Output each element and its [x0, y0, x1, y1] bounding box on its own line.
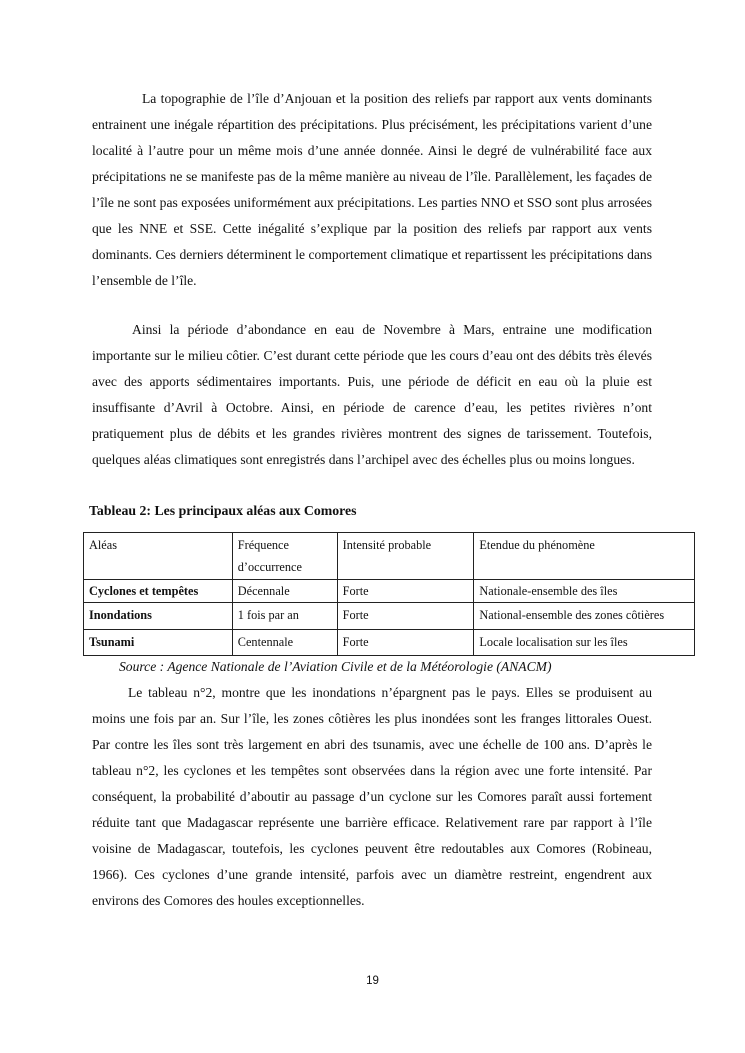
cell-frequence: 1 fois par an	[232, 603, 337, 630]
cell-intensite: Forte	[337, 630, 474, 656]
table-caption-title: Les principaux aléas aux Comores	[154, 503, 357, 518]
header-cell-aleas: Aléas	[84, 533, 233, 580]
cell-etendue: Locale localisation sur les îles	[474, 630, 695, 656]
table-row	[84, 580, 695, 603]
table-header-row	[84, 533, 695, 580]
paragraph-tableau-analyse: Le tableau n°2, montre que les inondations n’épargnent pas le pays. Elles se produisent au moins une fois par an. Sur l’île, les zones côtières les plus inondées sont les franges littorales Ouest. Par contre les îles sont très largement en abri des tsunamis, avec une échelle de 100 ans. D’après le tableau n°2, les cyclones et les tempêtes sont observées dans la région avec une forte intensité. Par conséquent, la probabilité d’aboutir au passage d’un cyclone sur les Comores paraît aussi fortement réduite tant que Madagascar représente une barrière efficace. Relativement rare par rapport à l’île voisine de Madagascar, toutefois, les cyclones peuvent être redoutables aux Comores (Robineau, 1966). Ces cyclones d’une grande intensité, parfois avec un diamètre restreint, engendrent aux environs des Comores des houles exceptionnelles.	[92, 685, 652, 908]
table-caption-separator: :	[146, 503, 155, 518]
cell-alea: Cyclones et tempêtes	[84, 580, 233, 603]
paragraph-topographie: La topographie de l’île d’Anjouan et la position des reliefs par rapport aux vents dominants entrainent une inégale répartition des précipitations. Plus précisément, les précipitations varient d’une localité à l’autre pour un même mois d’une année donnée. Ainsi le degré de vulnérabilité face aux précipitations ne se manifeste pas de la même manière au niveau de l’île. Parallèlement, les façades de l’île ne sont pas exposées uniformément aux précipitations. Les parties NNO et SSO sont plus arrosées que les NNE et SSE. Cette inégalité s’explique par la position des reliefs par rapport aux vents dominants. Ces derniers déterminent le comportement climatique et repartissent les précipitations dans l’ensemble de l’île.	[92, 91, 652, 288]
header-cell-etendue: Etendue du phénomène	[474, 533, 695, 580]
table-row	[84, 603, 695, 630]
cell-alea: Tsunami	[84, 630, 233, 656]
cell-intensite: Forte	[337, 603, 474, 630]
header-cell-frequence: Fréquence d’occurrence	[232, 533, 337, 580]
table-source: Source : Agence Nationale de l’Aviation Civile et de la Météorologie (ANACM)	[119, 659, 552, 674]
table-caption	[89, 500, 357, 522]
paragraph-periode-abondance: Ainsi la période d’abondance en eau de Novembre à Mars, entraine une modification importante sur le milieu côtier. C’est durant cette période que les cours d’eau ont des débits très élevés avec des apports sédimentaires importants. Puis, une période de déficit en eau où la pluie est insuffisante d’Avril à Octobre. Ainsi, en période de carence d’eau, les petites rivières n’ont pratiquement plus de débits et les grandes rivières montrent des signes de tarissement. Toutefois, quelques aléas climatiques sont enregistrés dans l’archipel avec des échelles plus ou moins longues.	[92, 322, 652, 467]
aleas-table	[83, 532, 695, 656]
cell-etendue: National-ensemble des zones côtières	[474, 603, 695, 630]
cell-etendue: Nationale-ensemble des îles	[474, 580, 695, 603]
header-cell-intensite: Intensité probable	[337, 533, 474, 580]
table-caption-label: Tableau 2	[89, 503, 147, 518]
cell-alea: Inondations	[84, 603, 233, 630]
cell-frequence: Centennale	[232, 630, 337, 656]
table-row	[84, 630, 695, 656]
cell-frequence: Décennale	[232, 580, 337, 603]
cell-intensite: Forte	[337, 580, 474, 603]
page-number: 19	[366, 975, 379, 987]
